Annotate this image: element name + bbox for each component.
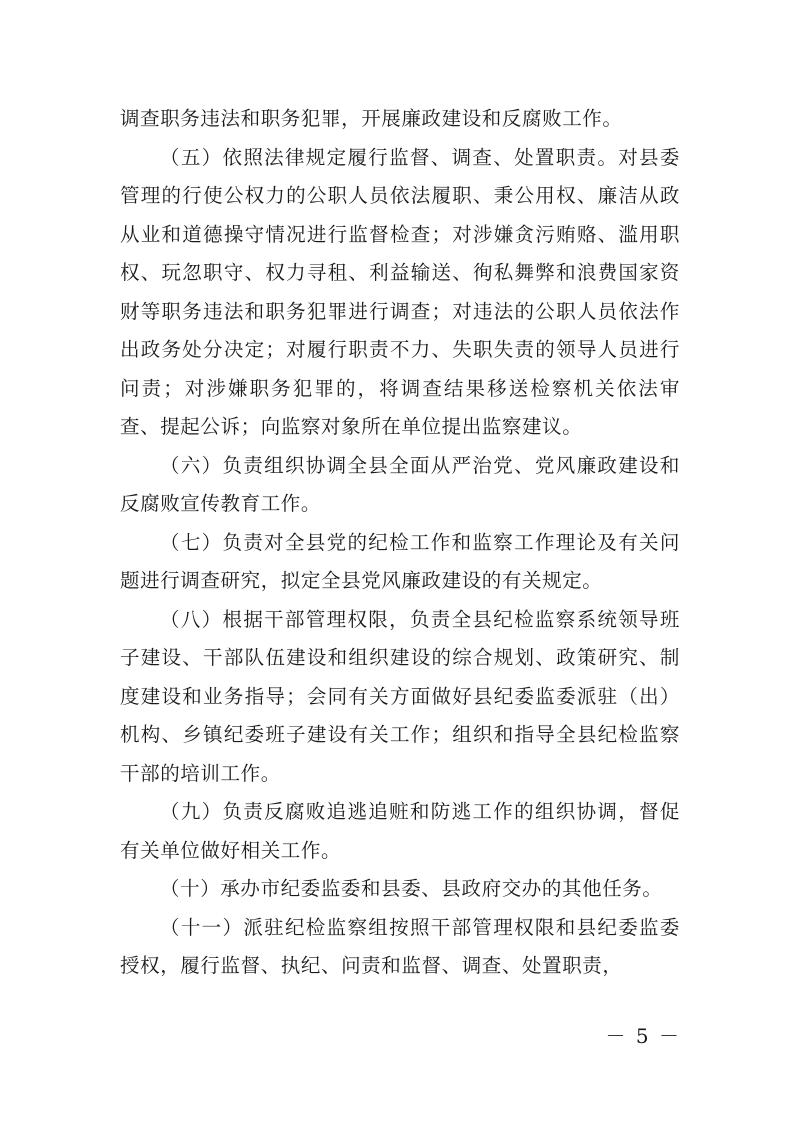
paragraph-item-7: （七）负责对全县党的纪检工作和监察工作理论及有关问题进行调查研究，拟定全县党风廉政建设的有关规定。 xyxy=(120,530,680,592)
paragraph-item-10: （十）承办市纪委监委和县委、县政府交办的其他任务。 xyxy=(160,877,663,900)
paragraph-item-8: （八）根据干部管理权限，负责全县纪检监察系统领导班子建设、干部队伍建设和组织建设的综合规划、政策研究、制度建设和业务指导；会同有关方面做好县纪委监委派驻（出）机构、乡镇纪委班子建设有关工作；组织和指导全县纪检监察干部的培训工作。 xyxy=(120,607,680,785)
paragraph-item-5: （五）依照法律规定履行监督、调查、处置职责。对县委管理的行使公权力的公职人员依法履职、秉公用权、廉洁从政从业和道德操守情况进行监督检查；对涉嫌贪污贿赂、滥用职权、玩忽职守、权力寻租、利益输送、徇私舞弊和浪费国家资财等职务违法和职务犯罪进行调查；对违法的公职人员依法作出政务处分决定；对履行职责不力、失职失责的领导人员进行问责；对涉嫌职务犯罪的，将调查结果移送检察机关依法审查、提起公诉；向监察对象所在单位提出监察建议。 xyxy=(120,145,680,438)
paragraph-item-9: （九）负责反腐败追逃追赃和防逃工作的组织协调，督促有关单位做好相关工作。 xyxy=(120,800,680,862)
paragraph-continuation: 调查职务违法和职务犯罪，开展廉政建设和反腐败工作。 xyxy=(120,107,623,130)
paragraph-item-6: （六）负责组织协调全县全面从严治党、党风廉政建设和反腐败宣传教育工作。 xyxy=(120,453,680,515)
paragraph-item-11: （十一）派驻纪检监察组按照干部管理权限和县纪委监委授权，履行监督、执纪、问责和监督、调查、处置职责， xyxy=(120,915,680,977)
document-body xyxy=(120,100,680,986)
page-number: － 5 － xyxy=(605,1024,681,1048)
